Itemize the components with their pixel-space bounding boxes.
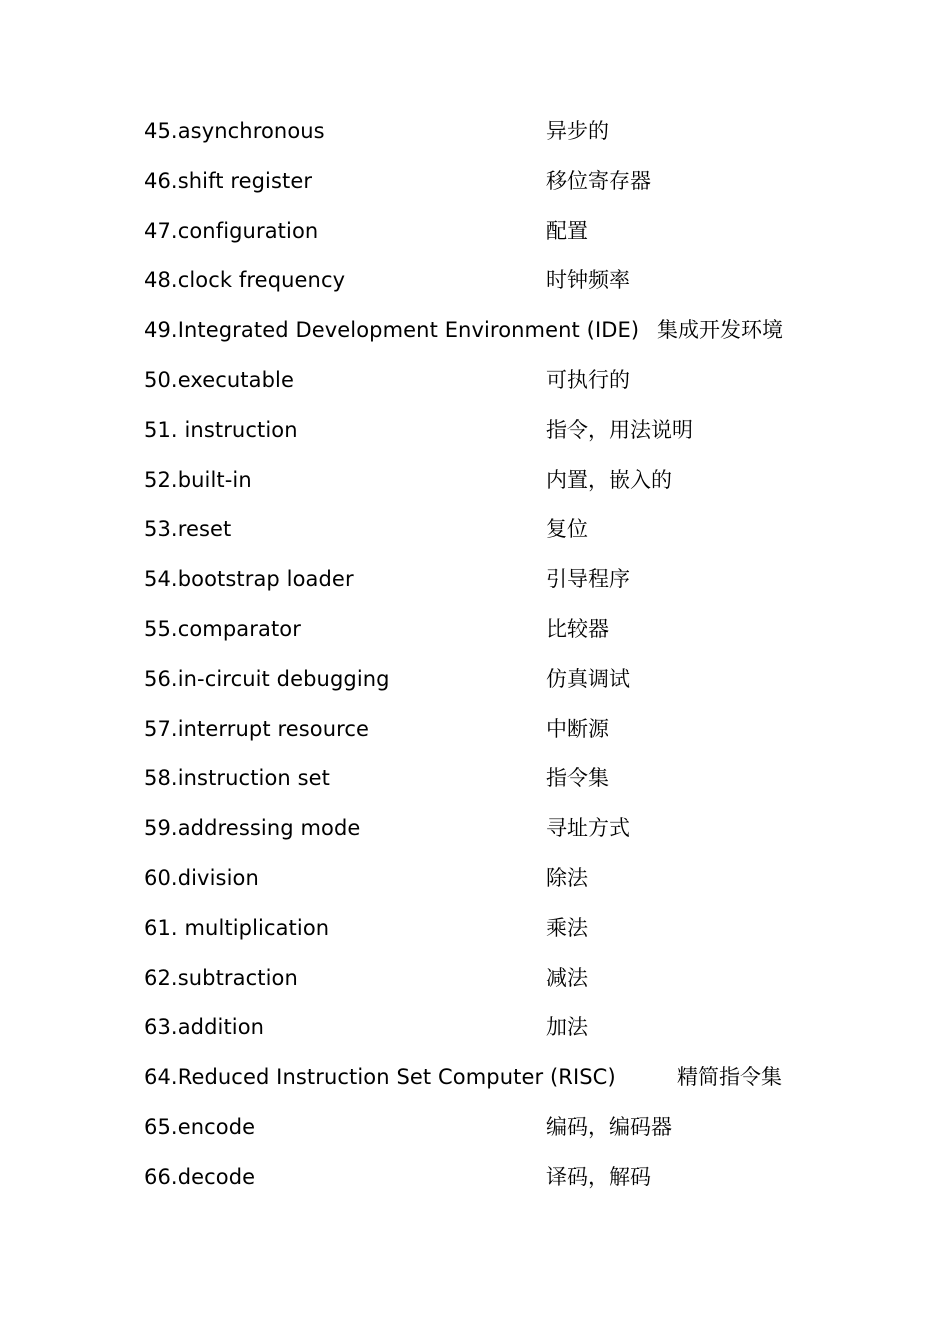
entry-term: 63.addition — [144, 1015, 265, 1040]
entry-translation: 编码，编码器 — [546, 1114, 672, 1139]
glossary-entry — [144, 759, 824, 809]
glossary-entry — [144, 959, 824, 1009]
entry-translation: 配置 — [546, 218, 588, 243]
entry-term: 55.comparator — [144, 616, 301, 641]
entry-translation: 减法 — [546, 965, 588, 990]
entry-translation: 精简指令集 — [677, 1065, 782, 1090]
glossary-entry — [144, 261, 824, 311]
glossary-entry — [144, 809, 824, 859]
glossary-entry — [144, 1108, 824, 1158]
glossary-entry — [144, 411, 824, 461]
entry-term: 45.asynchronous — [144, 119, 325, 143]
glossary-entry — [144, 610, 824, 660]
entry-term: 64.Reduced Instruction Set Computer (RISC) — [144, 1065, 616, 1090]
glossary-entry — [144, 112, 824, 162]
entry-translation: 内置，嵌入的 — [546, 467, 672, 492]
entry-term: 58.instruction set — [144, 766, 331, 791]
entry-term: 46.shift register — [144, 168, 313, 193]
entry-term: 51. instruction — [144, 417, 298, 442]
entry-term: 50.executable — [144, 367, 294, 392]
glossary-entry — [144, 311, 824, 361]
glossary-entry — [144, 361, 824, 411]
glossary-entry — [144, 660, 824, 710]
entry-term: 60.division — [144, 865, 259, 890]
entry-translation: 时钟频率 — [546, 268, 630, 293]
glossary-entry — [144, 1008, 824, 1058]
glossary-entry — [144, 909, 824, 959]
entry-translation: 比较器 — [546, 616, 609, 641]
entry-translation: 引导程序 — [546, 567, 630, 592]
glossary-entry — [144, 1058, 824, 1108]
entry-term: 65.encode — [144, 1114, 256, 1139]
glossary-entry — [144, 859, 824, 909]
entry-translation: 指令，用法说明 — [546, 417, 693, 442]
entry-translation: 乘法 — [546, 915, 588, 940]
glossary-entry — [144, 1158, 824, 1208]
entry-translation: 复位 — [546, 517, 588, 542]
entry-translation: 指令集 — [546, 766, 609, 791]
entry-term: 53.reset — [144, 517, 232, 542]
entry-translation: 除法 — [546, 865, 588, 890]
entry-translation: 集成开发环境 — [657, 318, 783, 343]
entry-translation: 寻址方式 — [546, 816, 630, 841]
entry-translation: 仿真调试 — [546, 666, 630, 691]
entry-term: 48.clock frequency — [144, 268, 346, 293]
entry-term: 62.subtraction — [144, 965, 298, 990]
entry-term: 66.decode — [144, 1164, 256, 1189]
entry-translation: 加法 — [546, 1015, 588, 1040]
entry-term: 47.configuration — [144, 218, 319, 243]
glossary-entry — [144, 510, 824, 560]
entry-term: 59.addressing mode — [144, 816, 361, 841]
glossary-entry — [144, 212, 824, 262]
entry-translation: 可执行的 — [546, 367, 630, 392]
entry-term: 56.in-circuit debugging — [144, 666, 390, 691]
entry-translation: 译码，解码 — [546, 1164, 651, 1189]
glossary-list — [144, 112, 824, 1208]
glossary-entry — [144, 560, 824, 610]
entry-translation: 中断源 — [546, 716, 609, 741]
entry-translation: 移位寄存器 — [546, 168, 651, 193]
entry-term: 57.interrupt resource — [144, 716, 370, 741]
glossary-entry — [144, 162, 824, 212]
glossary-entry — [144, 461, 824, 511]
entry-term: 49.Integrated Development Environment (IDE) — [144, 318, 640, 343]
entry-term: 52.built-in — [144, 467, 252, 492]
entry-translation: 异步的 — [546, 119, 609, 143]
entry-term: 54.bootstrap loader — [144, 567, 354, 592]
glossary-entry — [144, 710, 824, 760]
entry-term: 61. multiplication — [144, 915, 330, 940]
